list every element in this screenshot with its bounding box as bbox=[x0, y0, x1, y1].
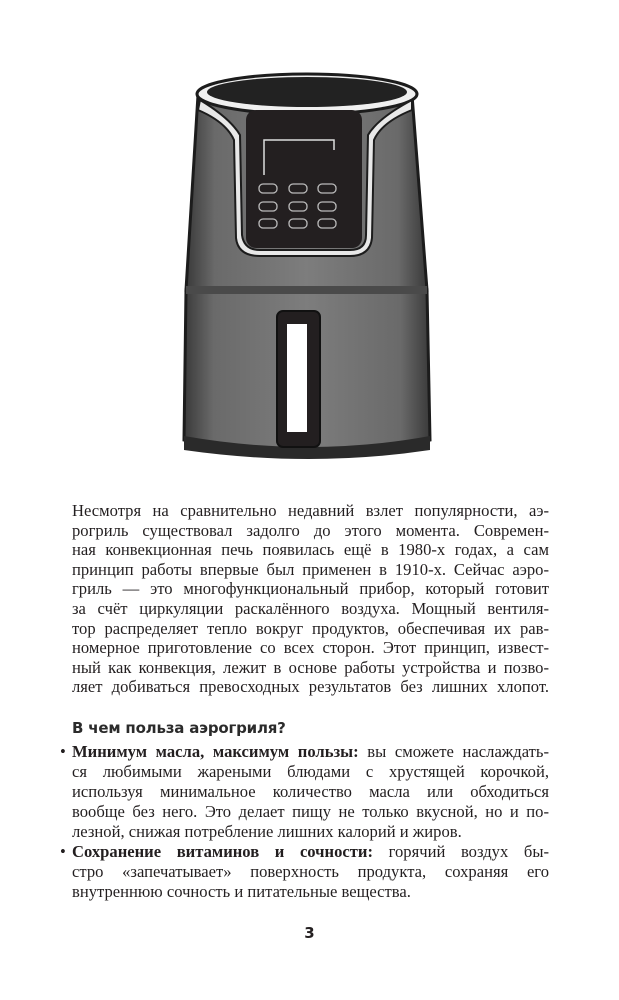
paragraph-line: рогриль существовал задолго до этого момента. Современ- bbox=[72, 520, 549, 540]
item-first-line bbox=[72, 842, 549, 862]
bullet-icon: • bbox=[60, 742, 66, 761]
benefits-list bbox=[60, 742, 549, 902]
section-heading: В чем польза аэрогриля? bbox=[72, 719, 286, 737]
item-line: стро «запечатывает» поверхность продукта, сохраняя его bbox=[72, 862, 549, 881]
fryer-band bbox=[186, 286, 427, 294]
item-first-line bbox=[72, 742, 549, 762]
paragraph-line: принцип работы впервые был применен в 1910-х. Сейчас аэро- bbox=[72, 559, 549, 579]
item-text: горячий воздух бы- bbox=[373, 842, 549, 861]
page-number: 3 bbox=[304, 924, 315, 942]
item-line: внутреннюю сочность и питательные вещества. bbox=[72, 882, 411, 901]
paragraph-line: тор распределяет тепло вокруг продуктов, обеспечивая их рав- bbox=[72, 618, 549, 638]
paragraph-line: Несмотря на сравнительно недавний взлет популярности, аэ- bbox=[72, 501, 549, 520]
paragraph-line: ный как конвекция, лежит в основе работы устройства и позво- bbox=[72, 657, 549, 677]
paragraph-line: номерное приготовление со всех сторон. Этот принцип, извест- bbox=[72, 638, 549, 658]
list-item bbox=[60, 842, 549, 902]
air-fryer-illustration bbox=[0, 0, 619, 470]
paragraph-line: гриль — это многофункциональный прибор, который готовит bbox=[72, 579, 549, 599]
item-line: вообще без него. Это делает пищу не только вкусной, но и по- bbox=[72, 802, 549, 821]
item-line: ся любимыми жареными блюдами с хрустящей корочкой, bbox=[72, 762, 549, 781]
intro-paragraph bbox=[72, 501, 549, 697]
item-title: Сохранение витаминов и сочности: bbox=[72, 842, 373, 861]
item-line: лезной, снижая потребление лишних калорий и жиров. bbox=[72, 822, 462, 841]
item-title: Минимум масла, максимум пользы: bbox=[72, 742, 359, 761]
paragraph-line: за счёт циркуляции раскалённого воздуха. Мощный вентиля- bbox=[72, 598, 549, 618]
list-item bbox=[60, 742, 549, 842]
bullet-icon: • bbox=[60, 842, 66, 861]
paragraph-line: ная конвекционная печь появилась ещё в 1980-х годах, а сам bbox=[72, 540, 549, 560]
item-text: вы сможете наслаждать- bbox=[358, 742, 549, 761]
item-line: используя минимальное количество масла или обходиться bbox=[72, 782, 549, 801]
paragraph-line: ляет добиваться превосходных результатов без лишних хлопот. bbox=[72, 677, 549, 697]
